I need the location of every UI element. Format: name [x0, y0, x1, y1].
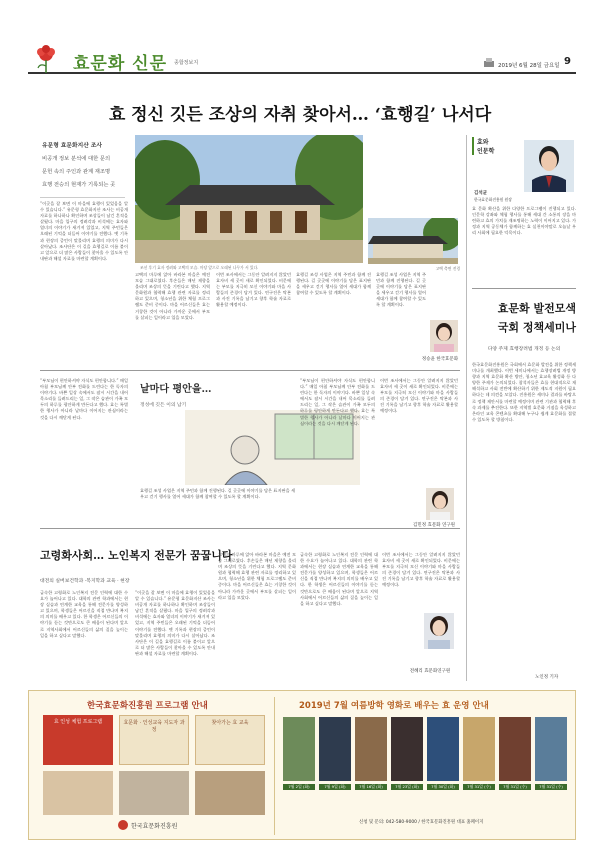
- welfare-body-3: 고택의 마루에 앉아 바라본 마을은 예전 모습 그대로였다. 후손들은 매년 제향을 올리며 조상의 뜻을 기린다고 했다. 지역 문화원과 협력해 효행 관련 자료를 정리하고 있으며, 청소년을 위한 체험 프로그램도 준비 중이다. 마을 어르신들은 효는 거창한 것이 아니라 가까운 곳에서 부모를 살피는 일이라고 입을 모았다.: [218, 552, 296, 600]
- essay-body-right-2: 이번 조사에서는 그동안 알려지지 않았던 효자비 세 곳이 새로 확인되었다. 비문에는 부모를 지극히 모신 이야기와 마을 사람들의 존경이 담겨 있다. 연구진은 탁본과 사진 기록을 남기고 향후 학술 자료로 활용할 예정이다.: [380, 378, 458, 414]
- issue-date: 2019년 6월 28일 금요일: [498, 63, 560, 69]
- body-col-2: 고택의 마루에 앉아 바라본 마을은 예전 모습 그대로였다. 후손들은 매년 제향을 올리며 조상의 뜻을 기린다고 했다. 지역 문화원과 협력해 효행 관련 자료를 정리하고 있으며, 청소년을 위한 체험 프로그램도 준비 중이다. 마을 어르신들은 효는 거창한 것이 아니라 가까운 곳에서 부모를 살피는 일이라고 입을 모았다.: [135, 272, 210, 320]
- writer-2-name: 김민정 효문화 연구원: [413, 523, 455, 528]
- paper-name: 효문화 신문: [73, 54, 168, 74]
- lead-body: “이곳을 잘 보면 이 마을에 효행이 있었음을 알 수 있습니다.” 유문형 효문화지산 조사는 비공개 자료를 하나하나 확인하며 조상들이 남긴 흔적을 살폈다. 마을 입구의 정려각과 비석에는 효자와 열녀의 이야기가 새겨져 있었고, 지역 주민들은 오래된 기억을 더듬어 이야기를 전했다. 옛 기록과 현장의 증언이 맞물리며 효행의 의미가 다시 살아났다. 조사단은 이 길을 효행길로 이름 붙이고 앞으로 더 많은 사람들이 찾아올 수 있도록 안내판과 해설 자료를 마련할 계획이다.: [40, 201, 128, 261]
- essay-caption: 정성에 깃든 이의 납기: [140, 403, 187, 408]
- promo-left-title: 한국효문화진흥원 프로그램 안내: [87, 701, 208, 711]
- seminar-title-2: 국회 정책세미나: [497, 321, 576, 334]
- divider: [472, 288, 576, 289]
- promo-right-title: 2019년 7월 여름방학 영화로 배우는 효 운영 안내: [299, 701, 489, 711]
- essay-body-right: “부모님이 편안하셔야 자식도 편안합니다.” 매일 아침 부모님께 안부 전화를 드린다는 한 독자의 이야기다. 바쁜 일상 속에서도 잠시 시간을 내어 목소리를 들려드리는 일, 그 작은 습관이 가족 모두의 하루를 평안하게 만든다고 했다. 효는 특별한 행사가 아니라 날마다 이어지는 관심이라는 것을 다시 깨닫게 된다.: [300, 378, 375, 426]
- lead-sub-2: 문헌 속의 주인과 관계 재조명: [42, 169, 111, 175]
- paper-subtitle: 종합정보지: [174, 60, 199, 66]
- promo-box-1[interactable]: 효 인성 체험 프로그램: [43, 715, 113, 765]
- movie-date-3: 7월 16일 (화): [355, 784, 387, 790]
- seminar-body: 한국효문화진흥원은 국회에서 효문화 발전을 위한 정책세미나를 개최했다. 이번 세미나에서는 효행장려법 개정 방향과 지역 효문화 확산 방안, 청소년 효교육 활성화 등 다양한 주제가 논의되었다. 참석자들은 효를 현대적으로 재해석하고 사회 전반에 확산하기 위한 제도적 지원이 필요하다는 데 의견을 모았다. 진흥원은 세미나 결과를 바탕으로 정책 제안서를 마련할 예정이며 관련 기관과 협력해 후속 과제를 추진한다. 또한 지역별 효문화 거점을 육성하고 온라인 교육 콘텐츠를 확대해 누구나 쉽게 효문화를 접할 수 있도록 할 방침이다.: [472, 362, 576, 422]
- body-col-4: 효행길 조성 사업은 지역 주민과 함께 진행된다. 길 곳곳에 이야기를 담은 표지판을 세우고 걷기 행사를 열어 세대가 함께 참여할 수 있도록 할 계획이다.: [296, 272, 371, 296]
- carnation-logo-icon: [28, 44, 64, 74]
- main-photo-caption: 조선 후기 효자 정려와 고택의 모습. 마당 앞으로 오래된 나무가 서 있다.: [140, 265, 259, 270]
- movie-date-6: 7월 31일 (수): [463, 784, 495, 790]
- writer-2-portrait: [426, 488, 454, 520]
- side-photo-caption: 고택 측면 전경: [435, 266, 460, 271]
- columnist-name: 김석균: [474, 191, 488, 196]
- movie-date-4: 7월 23일 (화): [391, 784, 423, 790]
- seminar-byline: 노인정 기자: [535, 675, 559, 680]
- welfare-body-1: 급속한 고령화로 노인복지 전문 인력에 대한 수요가 늘어나고 있다. 대학의 관련 학과에서는 현장 실습과 연계한 교육을 통해 전문가를 양성하고 있으며, 학생들은 어르신을 직접 만나며 복지의 의미를 배우고 있다. 한 학생은 어르신들의 이야기를 듣는 것만으로도 큰 배움이 된다며 앞으로 지역사회에서 어르신들의 삶의 질을 높이는 일을 하고 싶다고 말했다.: [40, 590, 128, 638]
- movie-date-8: 7월 31일 (수): [535, 784, 567, 790]
- column-body: 효 문화 확산을 위한 다양한 프로그램이 진행되고 있다. 인문학 강좌와 체험 행사를 통해 세대 간 소통의 장을 마련하고 효의 가치를 재조명하는 노력이 이어지고 있다. 가정과 지역 공동체가 함께하는 효 실천이야말로 오늘날 우리 사회에 필요한 덕목이다.: [472, 206, 576, 236]
- seminar-sub: 다양 주제 효행장려법 개정 등 논의: [487, 347, 561, 352]
- seminar-headline: [472, 300, 576, 335]
- hanok-photo: [135, 135, 363, 263]
- movie-date-7: 7월 31일 (수): [499, 784, 531, 790]
- column-kicker-2: 인문학: [477, 148, 495, 155]
- promo-banner: [28, 690, 576, 840]
- divider: [40, 370, 460, 371]
- writer-1-portrait: [430, 320, 458, 352]
- welfare-headline: 고령화사회… 노인복지 전문가 꿈꿉니다: [40, 549, 233, 562]
- columnist-portrait: [524, 140, 574, 192]
- column-kicker-1: 효와: [477, 139, 489, 146]
- lead-sub-1: 비공개 정보 분석에 대한 문의: [42, 156, 111, 162]
- lead-tag: 유문형 효문화지산 조사: [42, 143, 103, 149]
- promo-box-3[interactable]: 찾아가는 효 교육: [195, 715, 265, 765]
- page-number: 9: [564, 56, 571, 67]
- main-headline: 효 정신 깃든 조상의 자취 찾아서… ‘효행길’ 나서다: [108, 105, 492, 125]
- column-divider: [466, 135, 467, 681]
- columnist-title: 한국효문화진흥원 원장: [474, 197, 512, 202]
- welfare-body-2: “이곳을 잘 보면 이 마을에 효행이 있었음을 알 수 있습니다.” 유문형 효문화지산 조사는 비공개 자료를 하나하나 확인하며 조상들이 남긴 흔적을 살폈다. 마을 입구의 정려각과 비석에는 효자와 열녀의 이야기가 새겨져 있었고, 지역 주민들은 오래된 기억을 더듬어 이야기를 전했다. 옛 기록과 현장의 증언이 맞물리며 효행의 의미가 다시 살아났다. 조사단은 이 길을 효행길로 이름 붙이고 앞으로 더 많은 사람들이 찾아올 수 있도록 안내판과 해설 자료를 마련할 계획이다.: [135, 590, 215, 656]
- movie-date-2: 7월 9일 (화): [319, 784, 351, 790]
- lead-sub-3: 효행 전승의 현재가 기록되는 곳: [42, 182, 116, 188]
- writer-3-portrait: [424, 613, 454, 649]
- promo-box-2[interactable]: 효문화 · 인성교육 지도자 과정: [119, 715, 189, 765]
- printer-icon: [483, 58, 495, 68]
- body-col-3: 이번 조사에서는 그동안 알려지지 않았던 효자비 세 곳이 새로 확인되었다. 비문에는 부모를 지극히 모신 이야기와 마을 사람들의 존경이 담겨 있다. 연구진은 탁본과 사진 기록을 남기고 향후 학술 자료로 활용할 예정이다.: [216, 272, 291, 308]
- promo-logo-icon: [117, 819, 129, 831]
- seminar-title-1: 효문화 발전모색: [497, 302, 576, 315]
- side-hanok-photo: [368, 218, 458, 264]
- lead-box: [42, 140, 132, 188]
- movie-poster-row: [281, 717, 571, 797]
- welfare-body-5: 이번 조사에서는 그동안 알려지지 않았던 효자비 세 곳이 새로 확인되었다. 비문에는 부모를 지극히 모신 이야기와 마을 사람들의 존경이 담겨 있다. 연구진은 탁본과 사진 기록을 남기고 향후 학술 자료로 활용할 예정이다.: [382, 552, 460, 588]
- movie-date-5: 7월 30일 (화): [427, 784, 459, 790]
- movie-date-1: 7월 2일 (화): [283, 784, 315, 790]
- divider: [40, 197, 125, 198]
- promo-logo-text: 한국효문화진흥원: [131, 823, 178, 830]
- essay-body-left: “부모님이 편안하셔야 자식도 편안합니다.” 매일 아침 부모님께 안부 전화를 드린다는 한 독자의 이야기다. 바쁜 일상 속에서도 잠시 시간을 내어 목소리를 들려드리는 일, 그 작은 습관이 가족 모두의 하루를 평안하게 만든다고 했다. 효는 특별한 행사가 아니라 날마다 이어지는 관심이라는 것을 다시 깨닫게 된다.: [40, 378, 128, 420]
- essay-title: 날마다 평안을…: [140, 384, 212, 395]
- welfare-sub: 대전의 실버보건학과 ·복지학과 교육 · 현장: [40, 579, 130, 584]
- movie-posters: [281, 717, 571, 781]
- essay-body-bottom: 효행길 조성 사업은 지역 주민과 함께 진행된다. 길 곳곳에 이야기를 담은 표지판을 세우고 걷기 행사를 열어 세대가 함께 참여할 수 있도록 할 계획이다.: [140, 488, 295, 500]
- masthead: [28, 44, 576, 74]
- promo-photos: [43, 771, 265, 815]
- divider: [40, 528, 460, 529]
- promo-divider: [274, 697, 275, 835]
- body-col-5: 효행길 조성 사업은 지역 주민과 함께 진행된다. 길 곳곳에 이야기를 담은 표지판을 세우고 걷기 행사를 열어 세대가 함께 참여할 수 있도록 할 계획이다.: [376, 272, 426, 308]
- promo-contact: 신청 및 문의: 042-580-9000 / 한국효문화진흥원 대표 홈페이지: [359, 820, 484, 825]
- writer-3-name: 전혜리 효문화연구원: [409, 669, 451, 674]
- welfare-body-4: 급속한 고령화로 노인복지 전문 인력에 대한 수요가 늘어나고 있다. 대학의 관련 학과에서는 현장 실습과 연계한 교육을 통해 전문가를 양성하고 있으며, 학생들은 어르신을 직접 만나며 복지의 의미를 배우고 있다. 한 학생은 어르신들의 이야기를 듣는 것만으로도 큰 배움이 된다며 앞으로 지역사회에서 어르신들의 삶의 질을 높이는 일을 하고 싶다고 말했다.: [300, 552, 378, 606]
- writer-1-name: 정승윤 한국효문화: [421, 357, 459, 362]
